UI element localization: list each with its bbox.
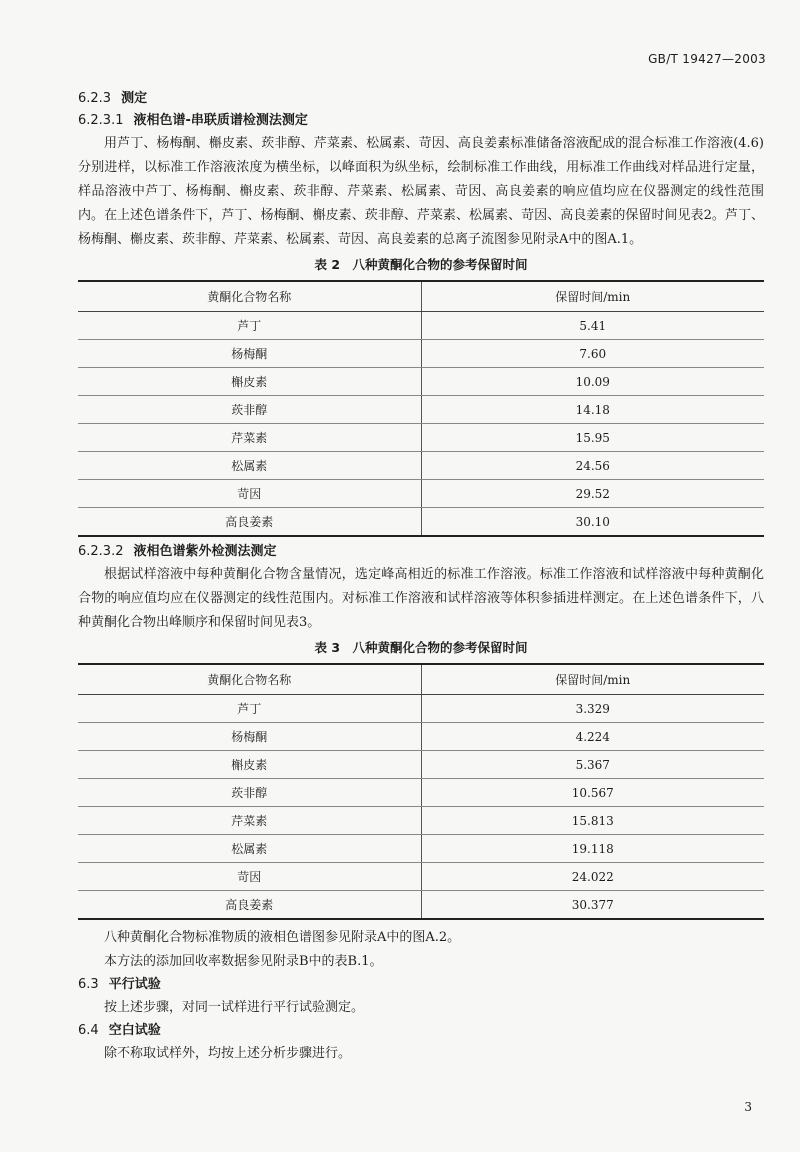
table-3 <box>78 663 764 920</box>
retention-time: 24.022 <box>421 863 764 891</box>
compound-name: 芹菜素 <box>78 424 421 452</box>
column-header-name: 黄酮化合物名称 <box>78 281 421 312</box>
retention-time: 15.813 <box>421 807 764 835</box>
column-header-retention-time: 保留时间/min <box>421 664 764 695</box>
section-title: 液相色谱紫外检测法测定 <box>133 544 277 559</box>
table-row <box>78 508 764 537</box>
compound-name: 高良姜素 <box>78 891 421 920</box>
column-header-name: 黄酮化合物名称 <box>78 664 421 695</box>
table-row <box>78 312 764 340</box>
heading-6-2-3-2 <box>78 541 764 563</box>
appendix-reference-line: 八种黄酮化合物标准物质的液相色谱图参见附录A中的图A.2。 <box>104 930 461 945</box>
compound-name: 松属素 <box>78 452 421 480</box>
table-row <box>78 396 764 424</box>
retention-time: 10.567 <box>421 779 764 807</box>
section-number: 6.2.3.2 <box>78 544 124 559</box>
table-row <box>78 368 764 396</box>
column-header-retention-time: 保留时间/min <box>421 281 764 312</box>
compound-name: 芦丁 <box>78 312 421 340</box>
document-body <box>78 88 764 1066</box>
compound-name: 松属素 <box>78 835 421 863</box>
compound-name: 苛因 <box>78 863 421 891</box>
table-row <box>78 779 764 807</box>
paragraph-6-2-3-2: 根据试样溶液中每种黄酮化合物含量情况，选定峰高相近的标准工作溶液。标准工作溶液和试样溶液中每种黄酮化合物的响应值均应在仪器测定的线性范围内。对标准工作溶液和试样溶液等体积参插进样测定。在上述色谱条件下，八种黄酮化合物出峰顺序和保留时间见表3。 <box>78 567 764 630</box>
retention-time: 5.367 <box>421 751 764 779</box>
standard-code: GB/T 19427—2003 <box>648 52 766 66</box>
table-header-row <box>78 664 764 695</box>
section-number: 6.2.3.1 <box>78 113 124 128</box>
retention-time: 3.329 <box>421 695 764 723</box>
compound-name: 槲皮素 <box>78 751 421 779</box>
section-title: 空白试验 <box>108 1023 161 1038</box>
retention-time: 7.60 <box>421 340 764 368</box>
heading-6-3 <box>78 974 764 996</box>
section-title: 平行试验 <box>108 977 161 992</box>
compound-name: 苛因 <box>78 480 421 508</box>
paragraph-6-4: 除不称取试样外，均按上述分析步骤进行。 <box>104 1046 352 1061</box>
retention-time: 30.10 <box>421 508 764 537</box>
retention-time: 29.52 <box>421 480 764 508</box>
table-row <box>78 751 764 779</box>
section-number: 6.3 <box>78 977 99 992</box>
compound-name: 杨梅酮 <box>78 340 421 368</box>
section-title: 测定 <box>121 91 148 106</box>
heading-6-4 <box>78 1020 764 1042</box>
heading-6-2-3-1 <box>78 110 764 132</box>
table-row <box>78 891 764 920</box>
compound-name: 槲皮素 <box>78 368 421 396</box>
compound-name: 杨梅酮 <box>78 723 421 751</box>
table-row <box>78 340 764 368</box>
retention-time: 24.56 <box>421 452 764 480</box>
table-row <box>78 863 764 891</box>
paragraph-6-2-3-1: 用芦丁、杨梅酮、槲皮素、莰非醇、芹菜素、松属素、苛因、高良姜素标准储备溶液配成的混合标准工作溶液(4.6)分别进样，以标准工作溶液浓度为横坐标，以峰面积为纵坐标，绘制标准工作曲线，用标准工作曲线对样品进行定量，样品溶液中芦丁、杨梅酮、槲皮素、莰非醇、芹菜素、松属素、苛因、高良姜素的响应值均应在仪器测定的线性范围内。在上述色谱条件下，芦丁、杨梅酮、槲皮素、莰非醇、芹菜素、松属素、苛因、高良姜素的保留时间见表2。芦丁、杨梅酮、槲皮素、莰非醇、芹菜素、松属素、苛因、高良姜素的总离子流图参见附录A中的图A.1。 <box>78 136 764 247</box>
compound-name: 芹菜素 <box>78 807 421 835</box>
table-row <box>78 452 764 480</box>
compound-name: 莰非醇 <box>78 779 421 807</box>
page-number: 3 <box>744 1100 752 1114</box>
table-row <box>78 424 764 452</box>
retention-time: 30.377 <box>421 891 764 920</box>
retention-time: 19.118 <box>421 835 764 863</box>
recovery-reference-line: 本方法的添加回收率数据参见附录B中的表B.1。 <box>104 954 383 969</box>
table-row <box>78 695 764 723</box>
heading-6-2-3 <box>78 88 764 110</box>
retention-time: 15.95 <box>421 424 764 452</box>
table-row <box>78 480 764 508</box>
table-row <box>78 723 764 751</box>
table-row <box>78 835 764 863</box>
compound-name: 高良姜素 <box>78 508 421 537</box>
section-title: 液相色谱-串联质谱检测法测定 <box>133 113 308 128</box>
compound-name: 莰非醇 <box>78 396 421 424</box>
paragraph-6-3: 按上述步骤，对同一试样进行平行试验测定。 <box>104 1000 365 1015</box>
section-number: 6.2.3 <box>78 91 112 106</box>
table-2-caption: 表 2 八种黄酮化合物的参考保留时间 <box>314 257 528 272</box>
section-number: 6.4 <box>78 1023 99 1038</box>
table-header-row <box>78 281 764 312</box>
compound-name: 芦丁 <box>78 695 421 723</box>
table-3-caption: 表 3 八种黄酮化合物的参考保留时间 <box>314 640 528 655</box>
retention-time: 10.09 <box>421 368 764 396</box>
table-row <box>78 807 764 835</box>
retention-time: 4.224 <box>421 723 764 751</box>
retention-time: 14.18 <box>421 396 764 424</box>
retention-time: 5.41 <box>421 312 764 340</box>
table-2 <box>78 280 764 537</box>
